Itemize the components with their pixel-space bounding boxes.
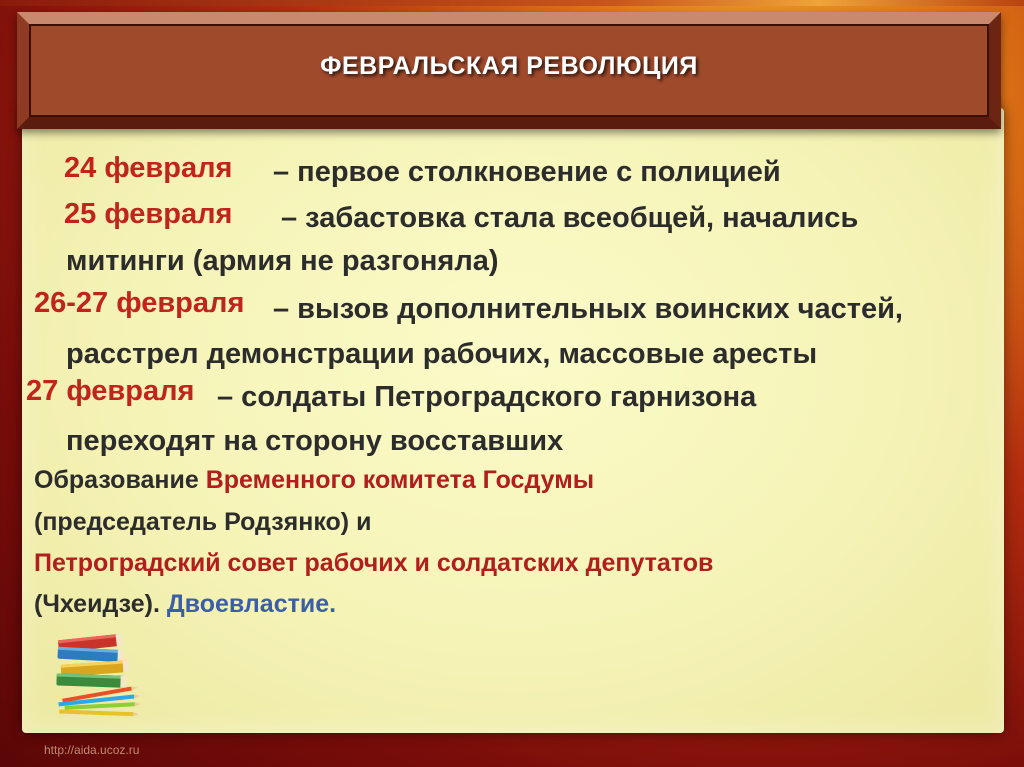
event-text-part: расстрел демонстрации рабочих, массовые аресты xyxy=(66,338,818,370)
event-text xyxy=(281,202,858,235)
summary-text: (председатель Родзянко) и xyxy=(34,508,372,536)
summary-text: (Чхеидзе). xyxy=(34,590,167,618)
event-text-part: – первое столкновение с полицией xyxy=(273,156,781,188)
event-text xyxy=(66,425,563,458)
event-text-part: переходят на сторону восставших xyxy=(66,425,564,457)
event-line xyxy=(26,375,194,408)
event-text xyxy=(217,381,756,414)
event-text-part: – солдаты Петроградского гарнизона xyxy=(217,381,757,413)
watermark: http://aida.ucoz.ru xyxy=(44,743,140,757)
event-line xyxy=(64,152,232,185)
books-and-pencils-icon xyxy=(55,628,147,723)
summary-highlight: Временного комитета Госдумы xyxy=(205,466,595,494)
title-box xyxy=(31,26,987,115)
summary-line xyxy=(34,590,336,619)
event-text xyxy=(273,293,903,326)
event-line xyxy=(34,287,244,320)
summary-line xyxy=(34,549,713,578)
event-text xyxy=(273,156,781,189)
slide-top-edge xyxy=(0,0,1024,6)
event-date: 25 февраля xyxy=(64,198,233,230)
summary-highlight: Двоевластие. xyxy=(166,590,337,618)
slide-title: ФЕВРАЛЬСКАЯ РЕВОЛЮЦИЯ xyxy=(320,52,698,80)
event-date: 26-27 февраля xyxy=(34,287,245,319)
event-text-part: – вызов дополнительных воинских частей, xyxy=(273,293,903,325)
event-date: 27 февраля xyxy=(26,375,195,407)
summary-highlight: Петроградский совет рабочих и солдатских депутатов xyxy=(34,549,714,577)
event-line xyxy=(64,198,232,231)
summary-line xyxy=(34,508,371,537)
event-text xyxy=(66,338,817,371)
event-text-part: – забастовка стала всеобщей, начались xyxy=(281,202,859,234)
summary-text: Образование xyxy=(34,466,206,494)
event-text-part: митинги (армия не разгоняла) xyxy=(66,245,499,277)
event-date: 24 февраля xyxy=(64,152,233,184)
event-text xyxy=(66,245,499,278)
summary-line xyxy=(34,466,594,495)
